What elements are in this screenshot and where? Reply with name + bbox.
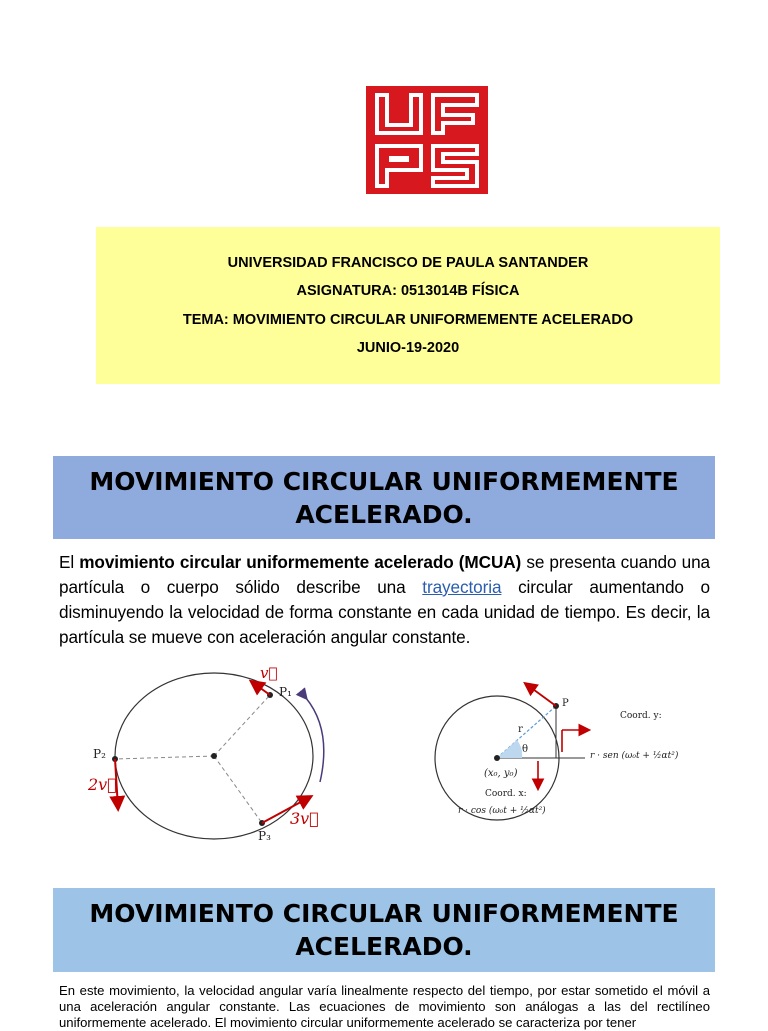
subject-line: ASIGNATURA: 0513014B FÍSICA	[296, 283, 520, 299]
origin-label: (x₀, y₀)	[484, 768, 518, 779]
v-label: v⃗	[260, 664, 278, 682]
header-box	[96, 227, 720, 384]
coord-y-label: Coord. y:	[620, 711, 662, 721]
r-label: r	[518, 724, 523, 735]
p2-label: P₂	[93, 747, 106, 761]
p3-label: P₃	[258, 829, 271, 843]
coordinates-figure	[410, 668, 710, 853]
theta-label: θ	[522, 744, 529, 755]
p1-label: P₁	[279, 685, 292, 699]
2v-label: 2v⃗	[88, 775, 117, 794]
topic-line: TEMA: MOVIMIENTO CIRCULAR UNIFORMEMENTE ACELERADO	[182, 311, 634, 328]
trayectoria-link[interactable]: trayectoria	[422, 577, 502, 597]
body-paragraph-2: En este movimiento, la velocidad angular varía linealmente respecto del tiempo, por estar sometido el móvil a una aceleración angular constante. Las ecuaciones de movimiento son análogas a las del rectilíneo uniformemente acelerado. El movimiento circular uniformemente acelerado se caracteriza por tener	[59, 983, 710, 1030]
university-name: UNIVERSIDAD FRANCISCO DE PAULA SANTANDER	[227, 254, 589, 271]
section-title-2: MOVIMIENTO CIRCULAR UNIFORMEMENTE ACELERADO.	[53, 888, 715, 972]
coord-x-label: Coord. x:	[485, 789, 527, 799]
intro-paragraph: El movimiento circular uniformemente acelerado (MCUA) se presenta cuando una partícula o cuerpo sólido describe una trayectoria circular aumentando o disminuyendo la velocidad de forma constante en cada unidad de tiempo. Es decir, la partícula se mueve con aceleración angular constante.	[59, 552, 711, 647]
coord-x-expr: r · cos (ω₀t + ½αt²)	[458, 806, 546, 816]
circular-motion-figure	[80, 660, 350, 845]
coord-y-expr: r · sen (ω₀t + ½αt²)	[590, 751, 679, 761]
3v-label: 3v⃗	[290, 809, 319, 828]
date-line: JUNIO-19-2020	[356, 340, 460, 356]
ufps-logo	[366, 86, 488, 194]
p-label: P	[562, 698, 569, 709]
section-title-1: MOVIMIENTO CIRCULAR UNIFORMEMENTE ACELERADO.	[53, 456, 715, 539]
